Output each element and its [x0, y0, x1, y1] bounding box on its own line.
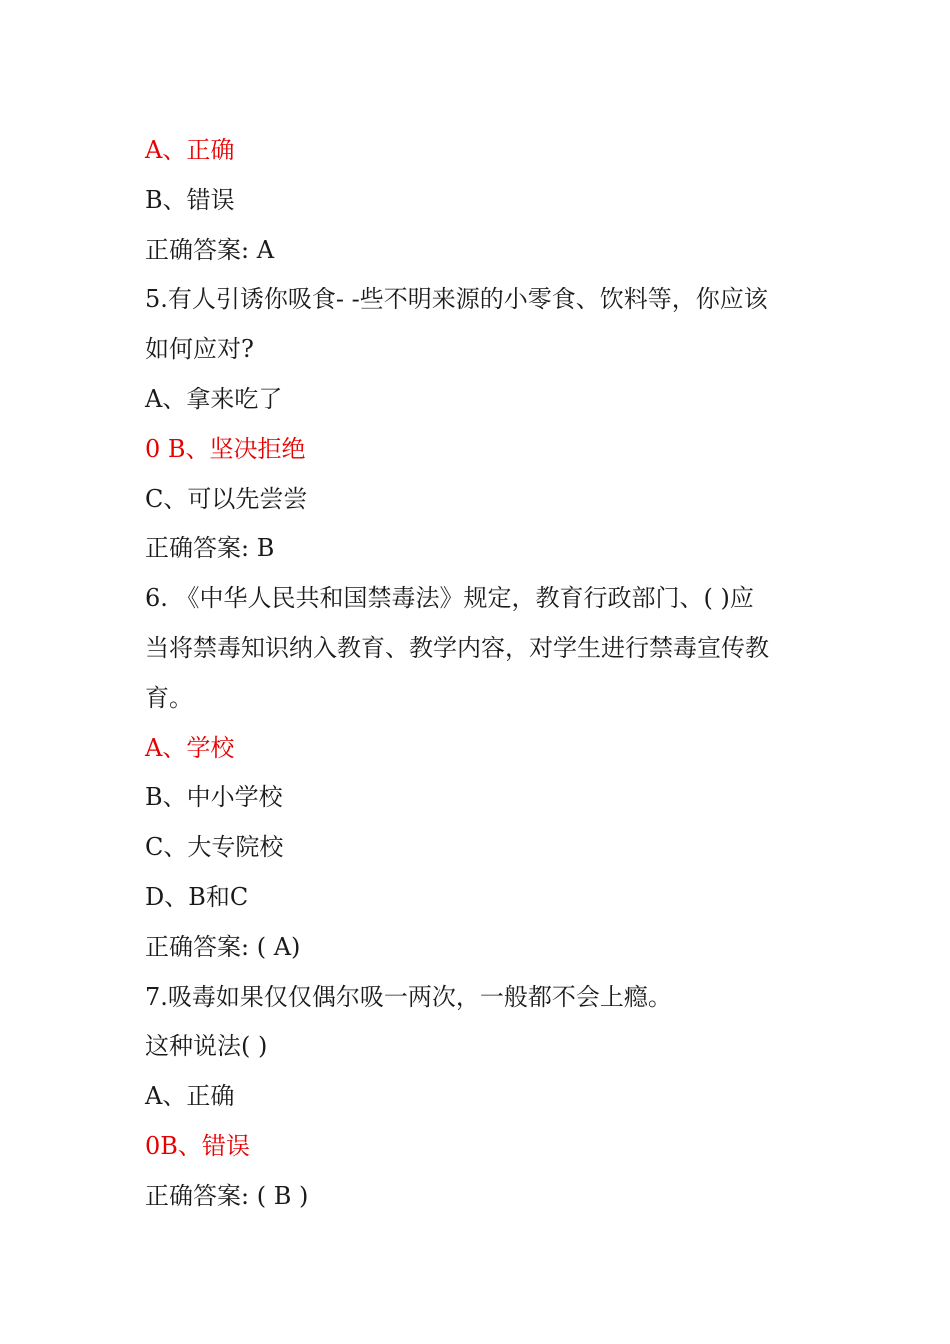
option-line: A、正确: [145, 1082, 235, 1111]
question-line: 这种说法( ): [145, 1032, 268, 1061]
option-line: C、可以先尝尝: [145, 484, 308, 513]
question-line: 7.吸毒如果仅仅偶尔吸一两次，一般都不会上瘾。: [145, 982, 672, 1011]
option-line: 0 B、坚决拒绝: [145, 434, 306, 463]
option-line: A、学校: [145, 733, 235, 762]
option-line: B、中小学校: [145, 783, 283, 812]
question-content: [145, 126, 825, 1222]
option-line: 0B、错误: [145, 1131, 250, 1160]
question-line: 6. 《中华人民共和国禁毒法》规定，教育行政部门、( )应: [145, 584, 754, 613]
option-line: A、拿来吃了: [145, 384, 283, 413]
question-line: 5.有人引诱你吸食- -些不明来源的小零食、饮料等，你应该: [145, 285, 768, 314]
answer-line: 正确答案: B: [145, 534, 275, 563]
answer-line: 正确答案: ( A): [145, 932, 301, 961]
option-line: C、大专院校: [145, 833, 284, 862]
answer-line: 正确答案: ( B ): [145, 1181, 309, 1210]
question-line: 当将禁毒知识纳入教育、教学内容，对学生进行禁毒宣传教: [145, 633, 769, 662]
answer-line: 正确答案: A: [145, 235, 275, 264]
option-line: A、正确: [145, 136, 235, 164]
question-line: 如何应对?: [145, 335, 254, 364]
option-line: D、B和C: [145, 882, 249, 911]
option-line: B、错误: [145, 185, 235, 214]
question-line: 育。: [145, 683, 193, 712]
